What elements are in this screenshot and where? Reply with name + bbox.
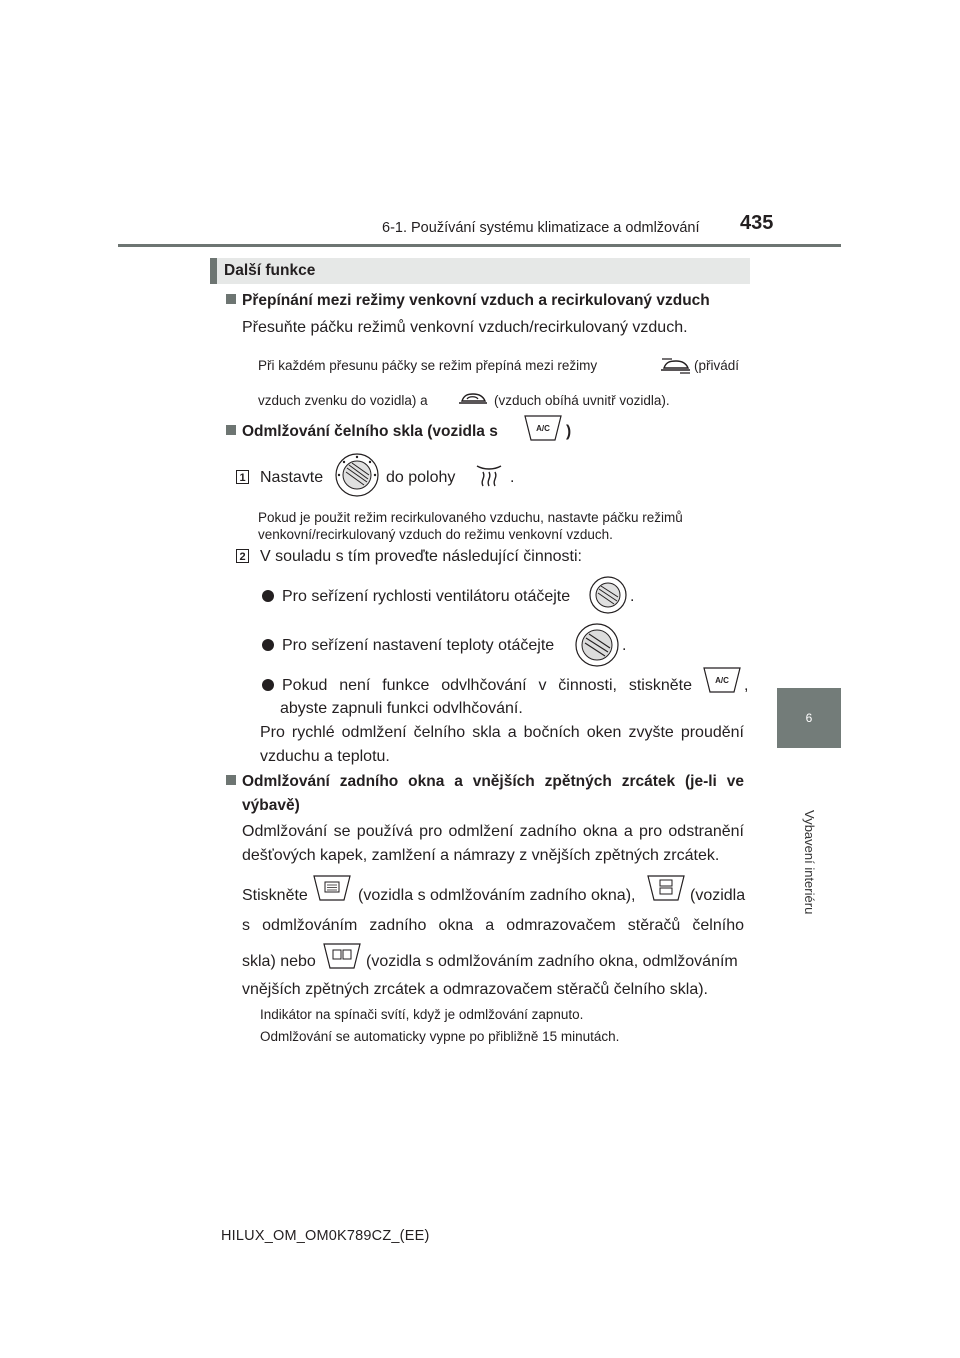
- bullet-dehumidify: Pokud není funkce odvlhčování v činnosti, stiskněte: [262, 674, 692, 698]
- defroster-windshield-icon: [474, 462, 504, 490]
- bullet-dot-icon: [262, 679, 274, 691]
- section-title: Další funkce: [224, 262, 316, 279]
- ac-button-label: A/C: [536, 424, 550, 433]
- square-bullet-icon: [226, 775, 236, 785]
- note-line: (přivádí: [694, 358, 740, 373]
- rear-defog-text: Odmlžování se používá pro odmlžení zadního okna a pro odstranění: [242, 823, 744, 840]
- temperature-dial-icon: [574, 622, 620, 668]
- recirculated-air-icon: [458, 389, 488, 409]
- ac-button-icon: [702, 664, 742, 696]
- note-line: (vzduch obíhá uvnitř vozidla).: [494, 393, 670, 408]
- square-bullet-icon: [226, 425, 236, 435]
- bullet-comma: ,: [744, 677, 749, 694]
- chapter-label: Vybavení interiéru: [802, 810, 817, 915]
- subheading-air-modes: Přepínání mezi režimy venkovní vzduch a recirkulovaný vzduch: [226, 289, 750, 313]
- bullet-dehumidify-line2: abyste zapnuli funkci odvlhčování.: [280, 700, 523, 717]
- mode-dial-icon: [334, 452, 380, 498]
- fan-speed-dial-icon: [588, 575, 628, 615]
- rear-defog-text: dešťových kapek, zamlžení a námrazy z vnějších zpětných zrcátek.: [242, 847, 720, 864]
- step1-note: venkovní/recirkulovaný vzduch do režimu venkovní vzduch.: [258, 527, 613, 542]
- step1-text: Nastavte: [260, 469, 324, 486]
- indicator-note: Indikátor na spínači svítí, když je odmlžování zapnuto.: [260, 1007, 584, 1022]
- step1-note: Pokud je použit režim recirkulovaného vzduchu, nastavte páčku režimů: [258, 510, 683, 525]
- step1-text: .: [510, 469, 515, 486]
- step-number: 1: [236, 470, 249, 484]
- document-code: HILUX_OM_OM0K789CZ_(EE): [221, 1228, 430, 1244]
- press-text: Stiskněte: [242, 887, 308, 904]
- note-line: vzduch zvenku do vozidla) a: [258, 393, 428, 408]
- press-text: skla) nebo: [242, 953, 316, 970]
- rear-mirror-defogger-button-icon: [322, 940, 362, 972]
- subheading-rear-window-line2: výbavě): [242, 797, 300, 814]
- bullet-end: .: [622, 637, 627, 654]
- quick-defog-text: vzduchu a teplotu.: [260, 748, 390, 765]
- header-section-title: 6-1. Používání systému klimatizace a odmlžování: [382, 220, 700, 236]
- subheading-rear-window: Odmlžování zadního okna a vnějších zpětných zrcátek (je-li ve: [226, 770, 744, 794]
- bullet-fan: Pro seřízení rychlosti ventilátoru otáčejte: [262, 585, 570, 609]
- press-text: (vozidla: [690, 887, 746, 904]
- press-text-line2: s odmlžováním zadního okna a odmrazovačem stěračů čelního: [242, 917, 744, 934]
- step1-text: do polohy: [386, 469, 456, 486]
- bullet-end: .: [630, 588, 635, 605]
- air-modes-text: Přesuňte páčku režimů venkovní vzduch/recirkulovaný vzduch.: [242, 319, 688, 336]
- heading-end: ): [566, 423, 572, 440]
- ac-button-label: A/C: [715, 676, 729, 685]
- bullet-dot-icon: [262, 590, 274, 602]
- square-bullet-icon: [226, 294, 236, 304]
- chapter-tab: 6: [777, 688, 841, 748]
- subheading-windshield: Odmlžování čelního skla (vozidla s: [226, 420, 498, 444]
- note-line: Při každém přesunu páčky se režim přepíná mezi režimy: [258, 358, 598, 373]
- press-text: (vozidla s odmlžováním zadního okna),: [358, 887, 636, 904]
- press-text: (vozidla s odmlžováním zadního okna, odmlžováním: [366, 953, 738, 970]
- quick-defog-text: Pro rychlé odmlžení čelního skla a bočních oken zvyšte proudění: [260, 724, 744, 741]
- step-number: 2: [236, 549, 249, 563]
- auto-off-note: Odmlžování se automaticky vypne po přibližně 15 minutách.: [260, 1029, 620, 1044]
- step2-text: V souladu s tím proveďte následující činnosti:: [260, 548, 582, 565]
- header-divider: [118, 244, 841, 247]
- rear-defogger-wiper-button-icon: [646, 872, 686, 904]
- outside-air-icon: [660, 356, 692, 376]
- rear-defogger-button-icon: [312, 872, 352, 904]
- bullet-dot-icon: [262, 639, 274, 651]
- bullet-temperature: Pro seřízení nastavení teploty otáčejte: [262, 634, 554, 658]
- ac-button-icon: [523, 412, 563, 444]
- page-number: 435: [740, 212, 774, 234]
- press-text-line4: vnějších zpětných zrcátek a odmrazovačem stěračů čelního skla).: [242, 981, 708, 998]
